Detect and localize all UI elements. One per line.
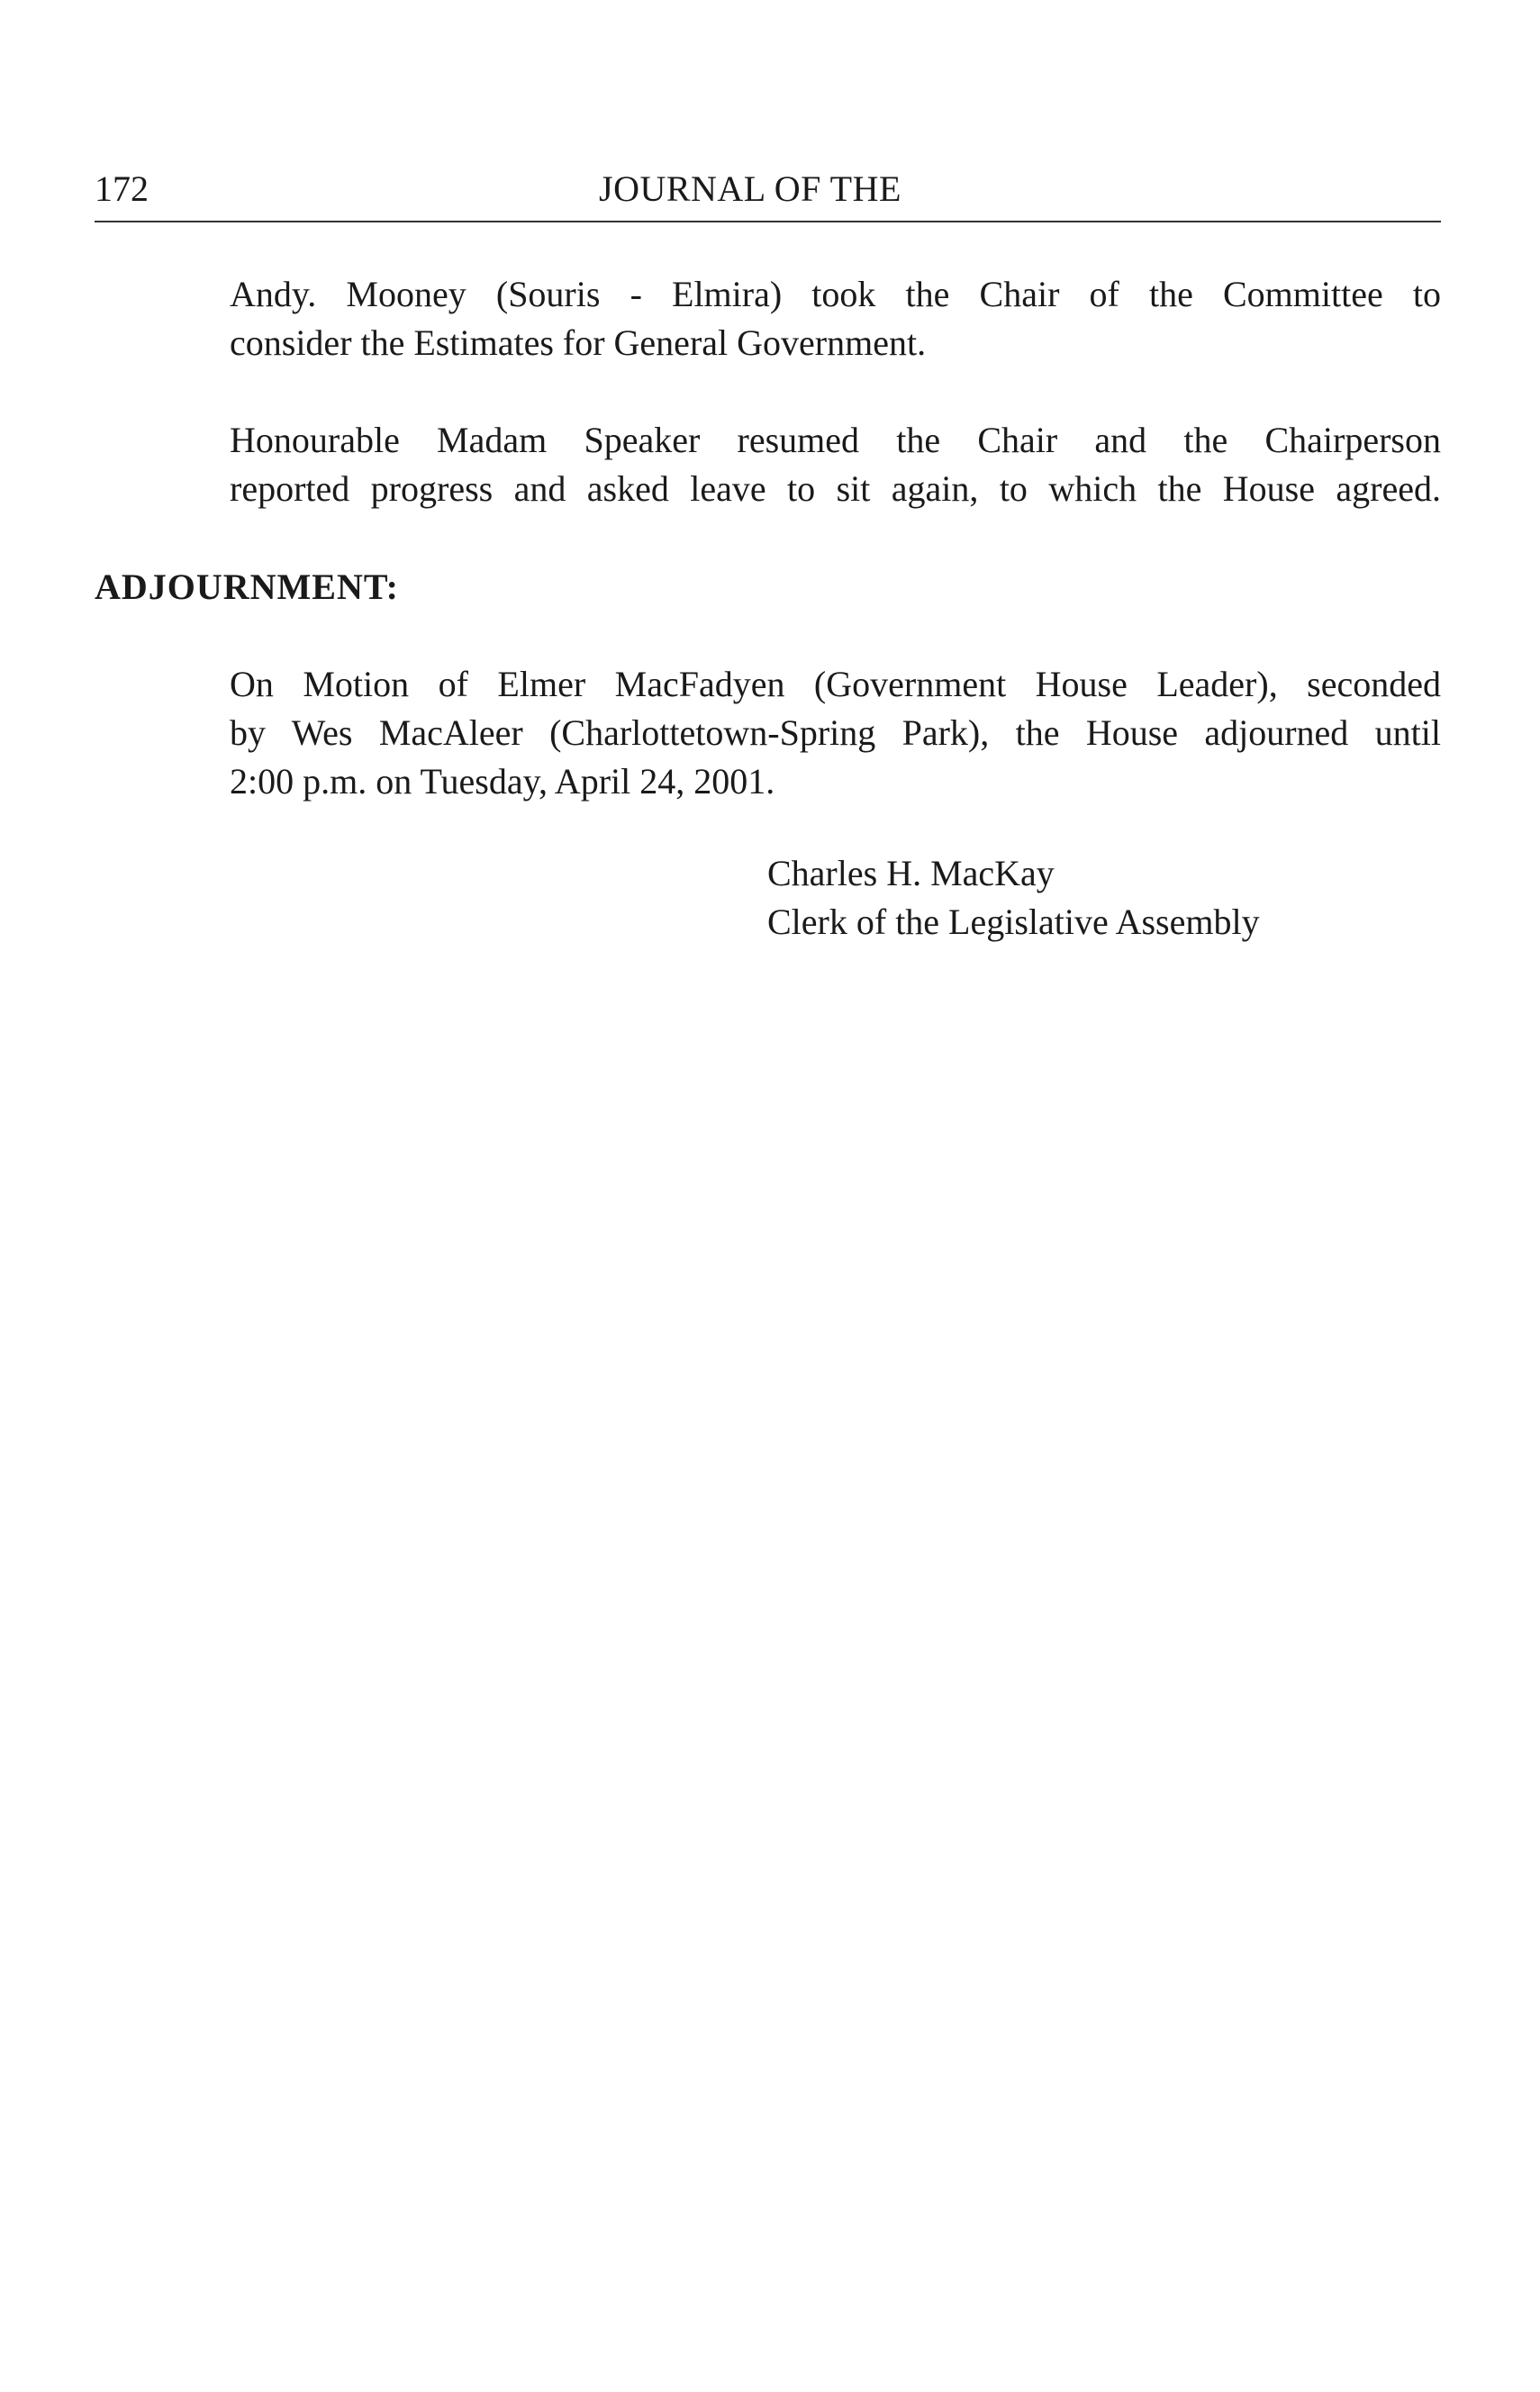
paragraph-line: consider the Estimates for General Government. xyxy=(230,322,927,363)
committee-chair-paragraph xyxy=(230,270,1441,367)
running-title: JOURNAL OF THE xyxy=(599,168,901,209)
paragraph-line: 2:00 p.m. on Tuesday, April 24, 2001. xyxy=(230,761,775,802)
paragraph-line: On Motion of Elmer MacFadyen (Government House Leader), seconded xyxy=(230,664,1441,704)
signature-block xyxy=(767,849,1260,947)
adjournment-motion-paragraph xyxy=(230,660,1441,806)
page-number: 172 xyxy=(95,168,149,209)
paragraph-line: by Wes MacAleer (Charlottetown-Spring Park), the House adjourned until xyxy=(230,712,1441,753)
signatory-name: Charles H. MacKay xyxy=(767,853,1055,893)
paragraph-line: reported progress and asked leave to sit again, to which the House agreed. xyxy=(230,468,1441,509)
page-header xyxy=(95,167,1441,222)
signatory-title: Clerk of the Legislative Assembly xyxy=(767,902,1260,942)
paragraph-line: Andy. Mooney (Souris - Elmira) took the Chair of the Committee to xyxy=(230,274,1441,314)
paragraph-line: Honourable Madam Speaker resumed the Chair and the Chairperson xyxy=(230,420,1441,460)
progress-report-paragraph xyxy=(230,416,1441,513)
adjournment-heading: ADJOURNMENT: xyxy=(95,566,399,607)
